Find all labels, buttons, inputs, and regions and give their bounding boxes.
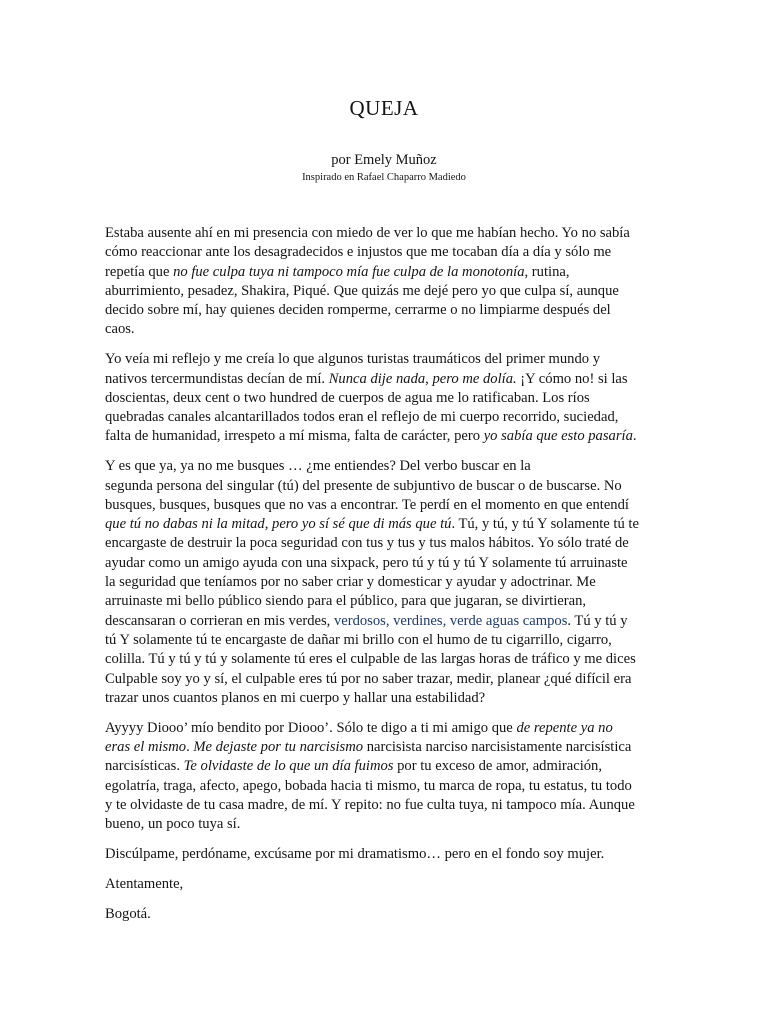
text-line: Y es que ya, ya no me busques … ¿me entiendes? Del verbo buscar en la (105, 458, 531, 475)
italic-text: eras el mismo (105, 738, 187, 755)
text-line: Culpable soy yo y sí, el culpable eres tú por no saber trazar, medir, planear ¿qué difícil era (105, 670, 632, 687)
text-run: repetía que (105, 263, 174, 280)
text-run: por tu exceso de amor, admiración, (393, 758, 602, 775)
text-line (105, 612, 665, 631)
text-run: . (186, 738, 194, 755)
text-line: Discúlpame, perdóname, excúsame por mi dramatismo… pero en el fondo soy mujer. (105, 845, 605, 862)
paragraph-1 (105, 224, 665, 340)
closing (105, 875, 665, 894)
document-title: QUEJA (349, 96, 419, 120)
text-line: Atentamente, (105, 875, 184, 892)
document-body (105, 224, 665, 934)
text-line: Yo veía mi reflejo y me creía lo que algunos turistas traumáticos del primer mundo y (105, 351, 600, 368)
text-run: falta de humanidad, irrespeto a mí misma, falta de carácter, pero (105, 428, 484, 445)
text-run: ¡Y cómo no! si las (516, 370, 628, 387)
italic-text: que tú no dabas ni la mitad, pero yo sí sé que di más que tú (105, 516, 452, 533)
text-run: narcisista narciso narcisistamente narcisística (363, 738, 632, 755)
text-run: . (632, 428, 637, 445)
text-run: narcisísticas. (105, 758, 184, 775)
text-line: caos. (105, 321, 135, 338)
text-line: bueno, un poco tuya sí. (105, 816, 241, 833)
text-line (105, 719, 665, 738)
highlighted-text: verdosos, verdines, verde aguas campos (333, 612, 568, 629)
signature (105, 905, 665, 924)
text-line: arruinaste mi bello público siendo para el público, para que jugaran, se divirtieran, (105, 593, 587, 610)
text-line: Estaba ausente ahí en mi presencia con miedo de ver lo que me habían hecho. Yo no sabía (105, 225, 630, 241)
italic-text: Nunca dije nada, pero me dolía. (328, 370, 517, 387)
italic-text: Me dejaste por tu narcisismo (193, 738, 364, 755)
text-line: trazar unos cuantos planos en mi cuerpo y hallar una estabilidad? (105, 689, 486, 706)
text-line: tú Y solamente tú te encargaste de dañar mi brillo con el humo de tu cigarrillo, cigarro, (105, 631, 612, 648)
italic-text: Te olvidaste de lo que un día fuimos (183, 758, 394, 775)
text-line: ayudar como un amigo ayuda con una sixpack, pero tú y tú y tú Y solamente tú arruinaste (105, 554, 628, 571)
paragraph-2 (105, 350, 665, 446)
text-line: busques, busques, busques que no vas a encontrar. Te perdí en el momento en que entendí (105, 496, 629, 513)
text-line (105, 263, 665, 282)
text-run: nativos tercermundistas decían de mí. (105, 370, 329, 387)
paragraph-5 (105, 845, 665, 864)
text-run: Ayyyy Diooo’ mío bendito por Diooo’. Sólo te digo a ti mi amigo que (105, 719, 517, 736)
text-line: segunda persona del singular (tú) del presente de subjuntivo de buscar o de buscarse. No (105, 477, 622, 494)
author-line: por Emely Muñoz (331, 152, 437, 168)
text-line: cómo reaccionar ante los desagradecidos e injustos que me tocaban día a día y sólo me (105, 244, 612, 261)
text-line (105, 427, 665, 446)
text-line: doscientas, deux cent o two hundred de cuerpos de agua me lo ratificaban. Los ríos (105, 389, 590, 406)
inspiration-line: Inspirado en Rafael Chaparro Madiedo (302, 172, 466, 183)
text-run: . Tú y tú y (567, 612, 628, 629)
text-line: Bogotá. (105, 905, 151, 922)
text-line: quebradas canales alcantarillados todos eran el reflejo de mi cuerpo recorrido, suciedad, (105, 409, 619, 426)
text-line: decido sobre mí, hay quienes deciden romperme, cerrarme o no limpiarme después del (105, 302, 611, 319)
text-line: la seguridad que teníamos por no saber criar y domesticar y ayudar y adoctrinar. Me (105, 574, 596, 591)
text-line (105, 370, 665, 389)
text-line: encargaste de destruir la poca seguridad con tus y tus y tus malos hábitos. Yo sólo traté de (105, 535, 629, 552)
text-line: y te olvidaste de tu casa madre, de mí. Y repito: no fue culta tuya, ni tampoco mía. Aunque (105, 796, 635, 813)
text-run: descansaran o corrieran en mis verdes, (105, 612, 334, 629)
text-line (105, 515, 665, 534)
text-line (105, 738, 665, 757)
text-line: egolatría, traga, afecto, apego, bobada hacia ti mismo, tu marca de ropa, tu estatus, tu todo (105, 777, 632, 794)
text-line: aburrimiento, pesadez, Shakira, Piqué. Que quizás me dejé pero yo que culpa sí, aunque (105, 282, 619, 299)
italic-text: de repente ya no (516, 719, 613, 736)
text-line: colilla. Tú y tú y tú y solamente tú eres el culpable de las largas horas de tráfico y me dices (105, 651, 636, 668)
text-line (105, 757, 665, 776)
italic-text: no fue culpa tuya ni tampoco mía fue culpa de la monotonía (173, 263, 525, 280)
italic-text: yo sabía que esto pasaría (483, 428, 633, 445)
paragraph-4 (105, 719, 665, 835)
text-run: , rutina, (524, 263, 570, 280)
text-run: . Tú, y tú, y tú Y solamente tú te (451, 516, 639, 533)
paragraph-3 (105, 457, 665, 708)
